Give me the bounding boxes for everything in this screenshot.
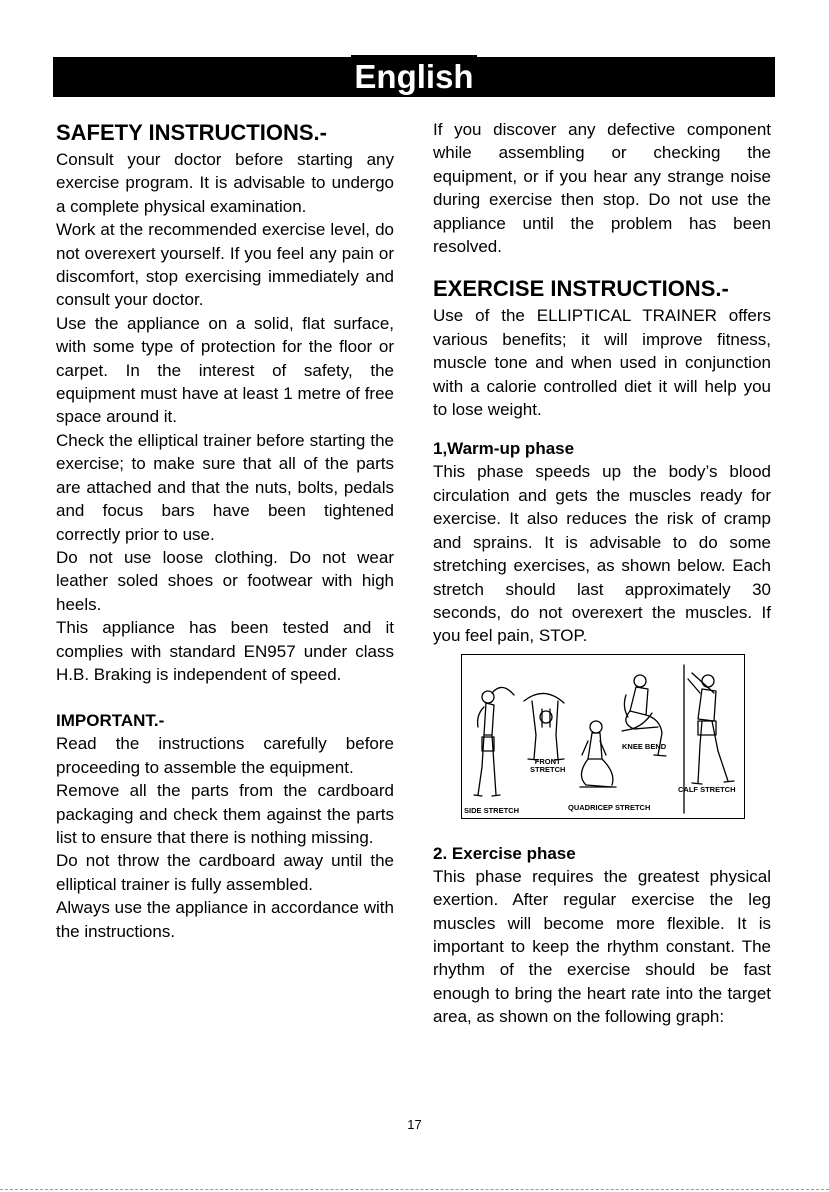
important-heading: IMPORTANT.- bbox=[56, 711, 165, 731]
stretch-exercises-figure bbox=[461, 654, 745, 819]
quadricep-stretch-label: QUADRICEP STRETCH bbox=[568, 802, 651, 812]
exercise-heading: EXERCISE INSTRUCTIONS.- bbox=[433, 276, 729, 302]
right-column bbox=[433, 118, 771, 1029]
language-title: English bbox=[354, 58, 474, 95]
intro-paragraph: If you discover any defective component while assembling or checking the equipment, or if you hear any strange noise during exercise then stop. Do not use the appliance until the problem has been resolved. bbox=[433, 120, 771, 257]
calf-stretch-label: CALF STRETCH bbox=[678, 784, 736, 794]
front-stretch-figure bbox=[524, 693, 564, 760]
exercise-phase-paragraph: This phase requires the greatest physical exertion. After regular exercise the leg muscles will become more flexible. It is important to keep the rhythm constant. The rhythm of the exercise should be fast enough to bring the heart rate into the target area, as shown on the following graph: bbox=[433, 866, 771, 1027]
exercise-phase-heading: 2. Exercise phase bbox=[433, 843, 576, 863]
warmup-paragraph: This phase speeds up the body’s blood circulation and gets the muscles ready for exercise. It also reduces the risk of cramp and sprains. It is advisable to do some stretching exercises, as shown below. Each stretch should last approximately 30 seconds, do not overexert the muscles. If you feel pain, STOP. bbox=[433, 462, 771, 646]
exercise-paragraph: Use of the ELLIPTICAL TRAINER offers various benefits; it will improve fitness, muscle tone and when used in conjunction with a calorie controlled diet it will help you to lose weight. bbox=[433, 306, 771, 420]
page-number: 17 bbox=[407, 1117, 422, 1132]
safety-paragraph: Work at the recommended exercise level, do not overexert yourself. If you feel any pain or discomfort, stop exercising immediately and consult your doctor. bbox=[56, 220, 394, 310]
safety-paragraph: Do not use loose clothing. Do not wear leather soled shoes or footwear with high heels. bbox=[56, 547, 394, 614]
safety-paragraph: Check the elliptical trainer before starting the exercise; to make sure that all of the parts are attached and that the nuts, bolts, pedals and focus bars have been tightened correctly prior to use. bbox=[56, 430, 394, 544]
safety-paragraph: This appliance has been tested and it complies with standard EN957 under class H.B. Braking is independent of speed. bbox=[56, 618, 394, 684]
page-bottom-rule bbox=[0, 1189, 829, 1190]
important-paragraph: Do not throw the cardboard away until the elliptical trainer is fully assembled. bbox=[56, 851, 394, 894]
safety-heading: SAFETY INSTRUCTIONS.- bbox=[56, 120, 327, 145]
important-paragraph: Remove all the parts from the cardboard packaging and check them against the parts list to ensure that there is nothing missing. bbox=[56, 781, 394, 847]
side-stretch-label: SIDE STRETCH bbox=[464, 805, 520, 815]
safety-paragraph: Consult your doctor before starting any exercise program. It is advisable to undergo a complete physical examination. bbox=[56, 150, 394, 216]
quadricep-stretch-figure bbox=[580, 721, 616, 787]
front-stretch-label: FRONT STRETCH bbox=[530, 756, 566, 774]
warmup-heading: 1,Warm-up phase bbox=[433, 439, 575, 459]
important-paragraph: Always use the appliance in accordance with the instructions. bbox=[56, 898, 394, 941]
left-column bbox=[56, 118, 394, 943]
important-paragraph: Read the instructions carefully before proceeding to assemble the equipment. bbox=[56, 734, 394, 777]
side-stretch-figure bbox=[474, 687, 514, 796]
safety-paragraph: Use the appliance on a solid, flat surface, with some type of protection for the floor or carpet. In the interest of safety, the equipment must have at least 1 metre of free space around it. bbox=[56, 313, 394, 427]
language-banner bbox=[53, 57, 775, 97]
knee-bend-label: KNEE BEND bbox=[622, 741, 667, 751]
